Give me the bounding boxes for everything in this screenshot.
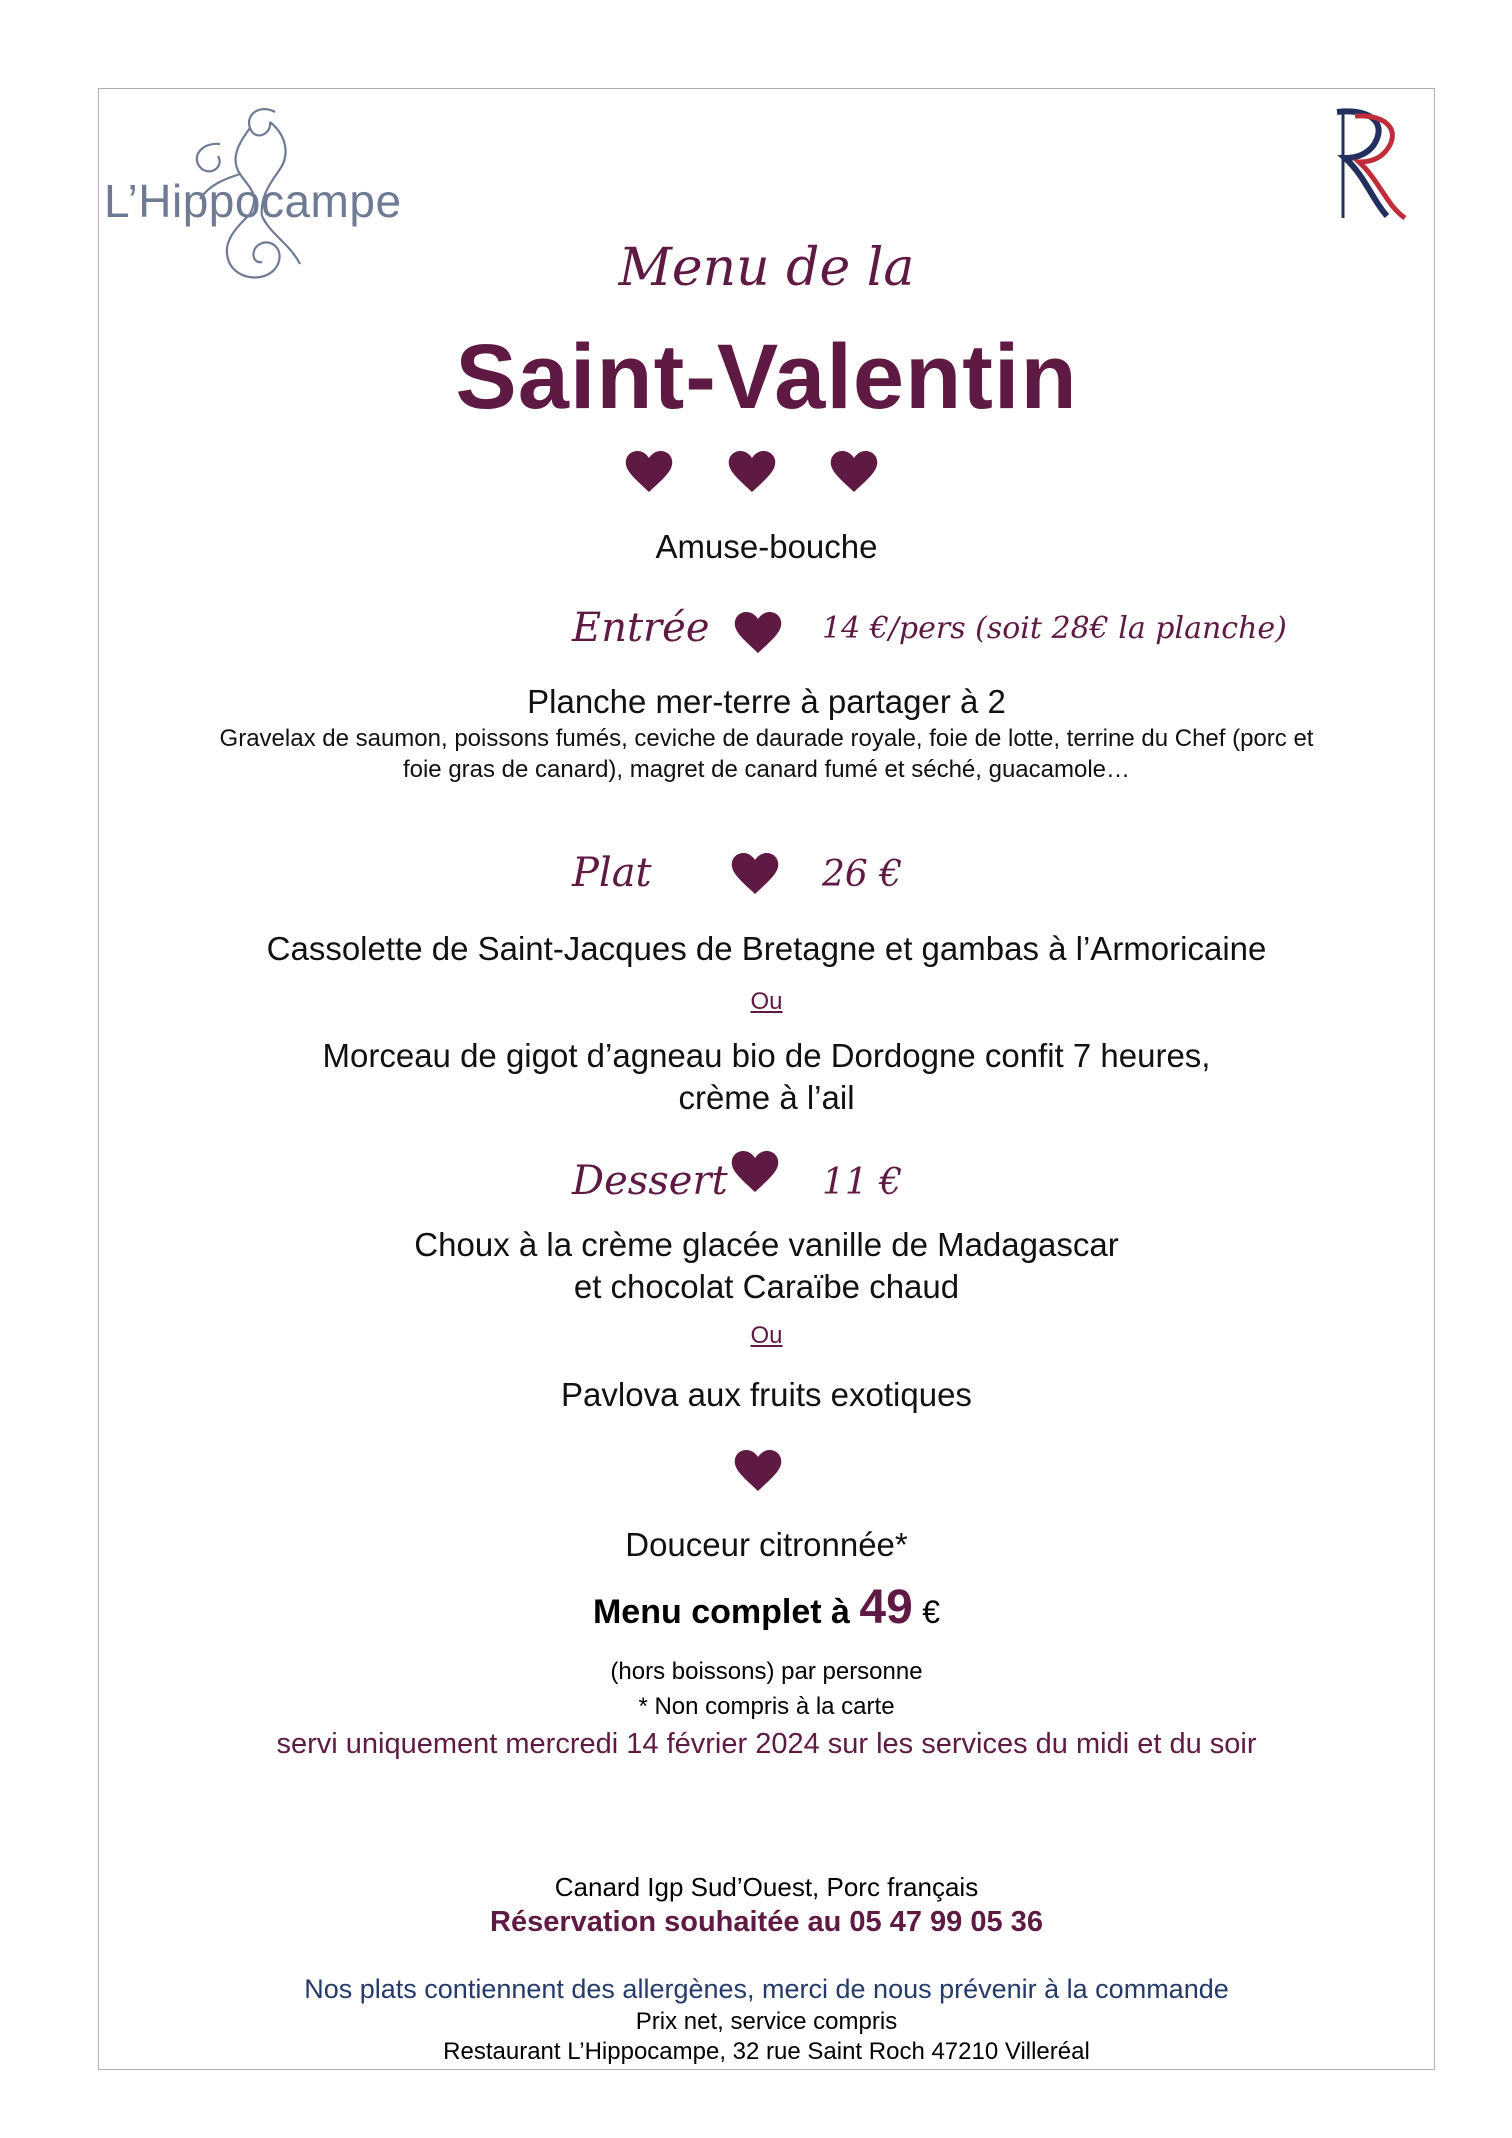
plat-price: 26 € [822,854,903,895]
heart-icon [624,448,674,494]
plat-dish-2-line2: crème à l’ail [678,1079,855,1116]
heart-icon [730,1148,780,1199]
logo-wordmark: L’Hippocampe [104,175,402,227]
restaurant-address: Restaurant L’Hippocampe, 32 rue Saint Roch 47210 Villeréal [443,2038,1090,2065]
plat-dish-1: Cassolette de Saint-Jacques de Bretagne et gambas à l’Armoricaine [266,930,1267,967]
plat-or: Ou [750,988,783,1015]
reservation-phone: Réservation souhaitée au 05 47 99 05 36 [490,1906,1043,1938]
dessert-dish-1-line1: Choux à la crème glacée vanille de Madagascar [414,1226,1119,1263]
title-line1: Menu de la [618,238,915,298]
entree-header [0,605,1512,675]
menu-complet-currency: € [922,1594,941,1630]
dessert-dish-2: Pavlova aux fruits exotiques [561,1376,972,1413]
entree-price: 14 €/pers (soit 28€ la planche) [822,611,1287,646]
heart-icon [733,609,783,660]
servi-date: servi uniquement mercredi 14 février 2024 sur les services du midi et du soir [276,1728,1257,1760]
entree-description-line2: foie gras de canard), magret de canard fumé et séché, guacamole… [402,756,1131,783]
entree-label: Entrée [572,605,710,651]
entree-description-line1: Gravelax de saumon, poissons fumés, ceviche de daurade royale, foie de lotte, terrine du Chef (porc et [219,725,1314,752]
douceur: Douceur citronnée* [625,1526,908,1563]
entree-dish: Planche mer-terre à partager à 2 [527,683,1006,720]
dessert-or: Ou [750,1322,783,1349]
origine-viandes: Canard Igp Sud’Ouest, Porc français [554,1872,979,1902]
dessert-dish-1-line2: et chocolat Caraïbe chaud [573,1268,960,1305]
menu-complet [98,1580,1435,1635]
plat-dish-2-line1: Morceau de gigot d’agneau bio de Dordogne confit 7 heures, [322,1037,1211,1074]
plat-header [0,850,1512,920]
dessert-header [0,1148,1512,1218]
page-title: Saint-Valentin [455,326,1078,428]
plat-label: Plat [572,850,652,896]
restaurant-rr-logo [1325,106,1415,226]
dessert-price: 11 € [822,1162,903,1203]
heart-icon [727,448,777,494]
allergenes-notice: Nos plats contiennent des allergènes, merci de nous prévenir à la commande [304,1974,1229,2004]
heart-icon [730,850,780,901]
hors-boissons: (hors boissons) par personne [610,1658,923,1685]
menu-complet-label: Menu complet à [592,1593,850,1631]
non-compris-note: * Non compris à la carte [638,1693,895,1720]
prix-net: Prix net, service compris [635,2008,898,2035]
menu-complet-price: 49 [859,1581,913,1634]
dessert-label: Dessert [572,1158,728,1204]
heart-icon [733,1447,783,1493]
heart-icon [829,448,879,494]
amuse-bouche: Amuse-bouche [655,528,878,565]
